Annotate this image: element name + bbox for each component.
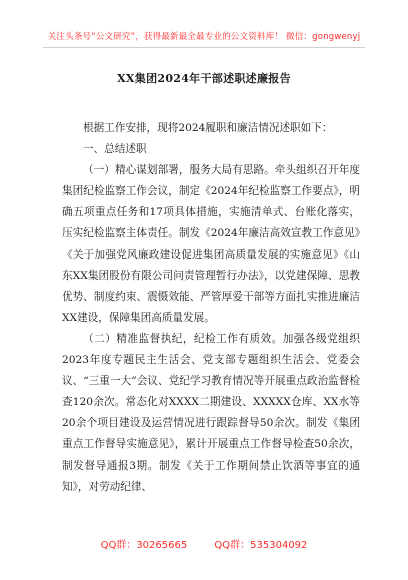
footer-qq-group-1: QQ群：30265665 <box>100 540 188 551</box>
footer <box>0 536 408 551</box>
section-heading: 一、总结述职 <box>83 143 147 156</box>
document-title: XX集团2024年干部述职述廉报告 <box>117 72 291 85</box>
footer-qq-group-2: QQ群：535304092 <box>214 540 308 551</box>
body-paragraph-2: （二）精准监督执纪，纪检工作有质效。加强各级党组织2023年度专题民主生活会、党支部专题组织生活会、党委会议、“三重一大”会议、党纪学习教育情况等开展重点政治监督检查120余次。常态化对XXXX二期建设、XXXXX仓库、XX水等20余个项目建设及运营情况进行跟踪督导50余次。制发《集团重点工作督导实施意见》，累计开展重点工作督导检查50余次，制发督导通报3期。制发《关于工作期间禁止饮酒等事宜的通知》，对劳动纪律、 <box>62 332 360 493</box>
body-paragraph-1: （一）精心谋划部署，服务大局有思路。牵头组织召开年度集团纪检监察工作会议，制定《2024年纪检监察工作要点》，明确五项重点任务和17项具体措施，实施清单式、台账化落实，压实纪检监察主体责任。制发《2024年廉洁高效宣教工作意见》《关于加强党风廉政建设促进集团高质量发展的实施意见》《山东XX集团股份有限公司问责管理暂行办法》，以党建保障、思教优势、制度约束、震慑效能、严管厚爱干部等方面扎实推进廉洁XX建设，保障集团高质量发展。 <box>62 164 360 324</box>
intro-paragraph: 根据工作安排，现将2024履职和廉洁情况述职如下： <box>83 122 333 134</box>
header-divider <box>43 47 365 48</box>
document-body <box>62 118 360 498</box>
header-note: 关注头条号“公文研究”，获得最新最全最专业的公文资料库！ 微信：gongwenyj <box>47 32 361 42</box>
